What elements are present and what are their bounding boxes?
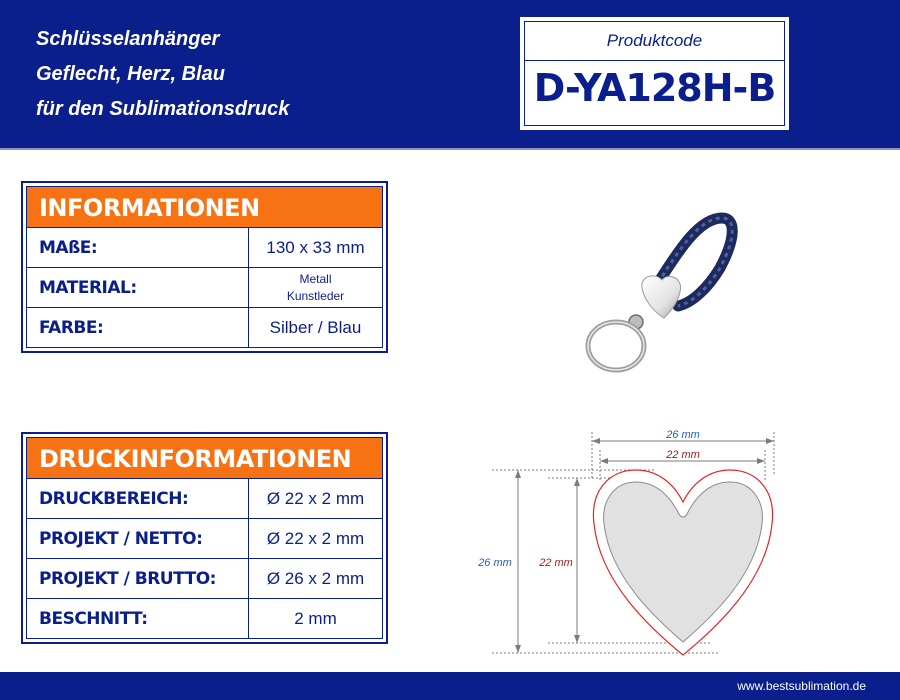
info-label: FARBE: <box>27 308 249 347</box>
print-label: BESCHNITT: <box>27 599 249 638</box>
info-value: Silber / Blau <box>269 318 362 337</box>
arrowhead <box>757 458 765 464</box>
header-banner <box>0 0 900 150</box>
info-table <box>21 181 388 353</box>
info-table-frame <box>26 186 383 348</box>
info-row-color <box>27 308 382 347</box>
info-label: MAßE: <box>27 228 249 267</box>
arrowhead <box>515 645 521 653</box>
print-value: Ø 22 x 2 mm <box>266 489 365 508</box>
outer-width-label: 26 mm <box>666 429 700 441</box>
print-row-bleed <box>27 599 382 638</box>
arrowhead <box>574 635 580 643</box>
product-title-line-2: Geflecht, Herz, Blau <box>36 63 225 85</box>
print-label: DRUCKBEREICH: <box>27 479 249 518</box>
print-row-net <box>27 519 382 559</box>
info-value <box>249 268 382 307</box>
print-value: Ø 26 x 2 mm <box>266 569 365 588</box>
print-value: Ø 22 x 2 mm <box>266 529 365 548</box>
product-code-label: Produktcode <box>525 22 784 61</box>
info-label: MATERIAL: <box>27 268 249 307</box>
arrowhead <box>766 438 774 444</box>
keychain-product-image <box>560 188 800 388</box>
print-label: PROJEKT / NETTO: <box>27 519 249 558</box>
print-row-area <box>27 479 382 519</box>
arrowhead <box>574 478 580 486</box>
arrowhead <box>600 458 608 464</box>
inner-height-label: 22 mm <box>539 557 573 569</box>
print-row-gross <box>27 559 382 599</box>
material-line-2: Kunstleder <box>286 289 345 303</box>
print-info-table <box>21 432 388 644</box>
info-row-material <box>27 268 382 308</box>
print-value: 2 mm <box>294 609 337 628</box>
outer-height-label: 26 mm <box>478 557 512 569</box>
product-title-line-1: Schlüsselanhänger <box>36 28 220 50</box>
arrowhead <box>592 438 600 444</box>
inner-width-label: 22 mm <box>666 449 700 461</box>
arrowhead <box>515 470 521 478</box>
metal-heart-charm <box>642 276 681 318</box>
product-code-value: D-YA128H-B <box>533 66 776 110</box>
product-code-frame <box>524 21 785 126</box>
print-label: PROJEKT / BRUTTO: <box>27 559 249 598</box>
footer-bar <box>0 672 900 700</box>
info-table-title: INFORMATIONEN <box>27 187 382 228</box>
product-title-line-3: für den Sublimationsdruck <box>36 98 290 120</box>
info-row-dimensions <box>27 228 382 268</box>
website-url[interactable]: www.bestsublimation.de <box>737 679 866 693</box>
print-area-diagram <box>470 420 790 665</box>
product-code-box <box>518 15 791 132</box>
print-table-frame <box>26 437 383 639</box>
material-line-1: Metall <box>299 272 332 286</box>
print-table-title: DRUCKINFORMATIONEN <box>27 438 382 479</box>
info-value: 130 x 33 mm <box>266 238 365 257</box>
